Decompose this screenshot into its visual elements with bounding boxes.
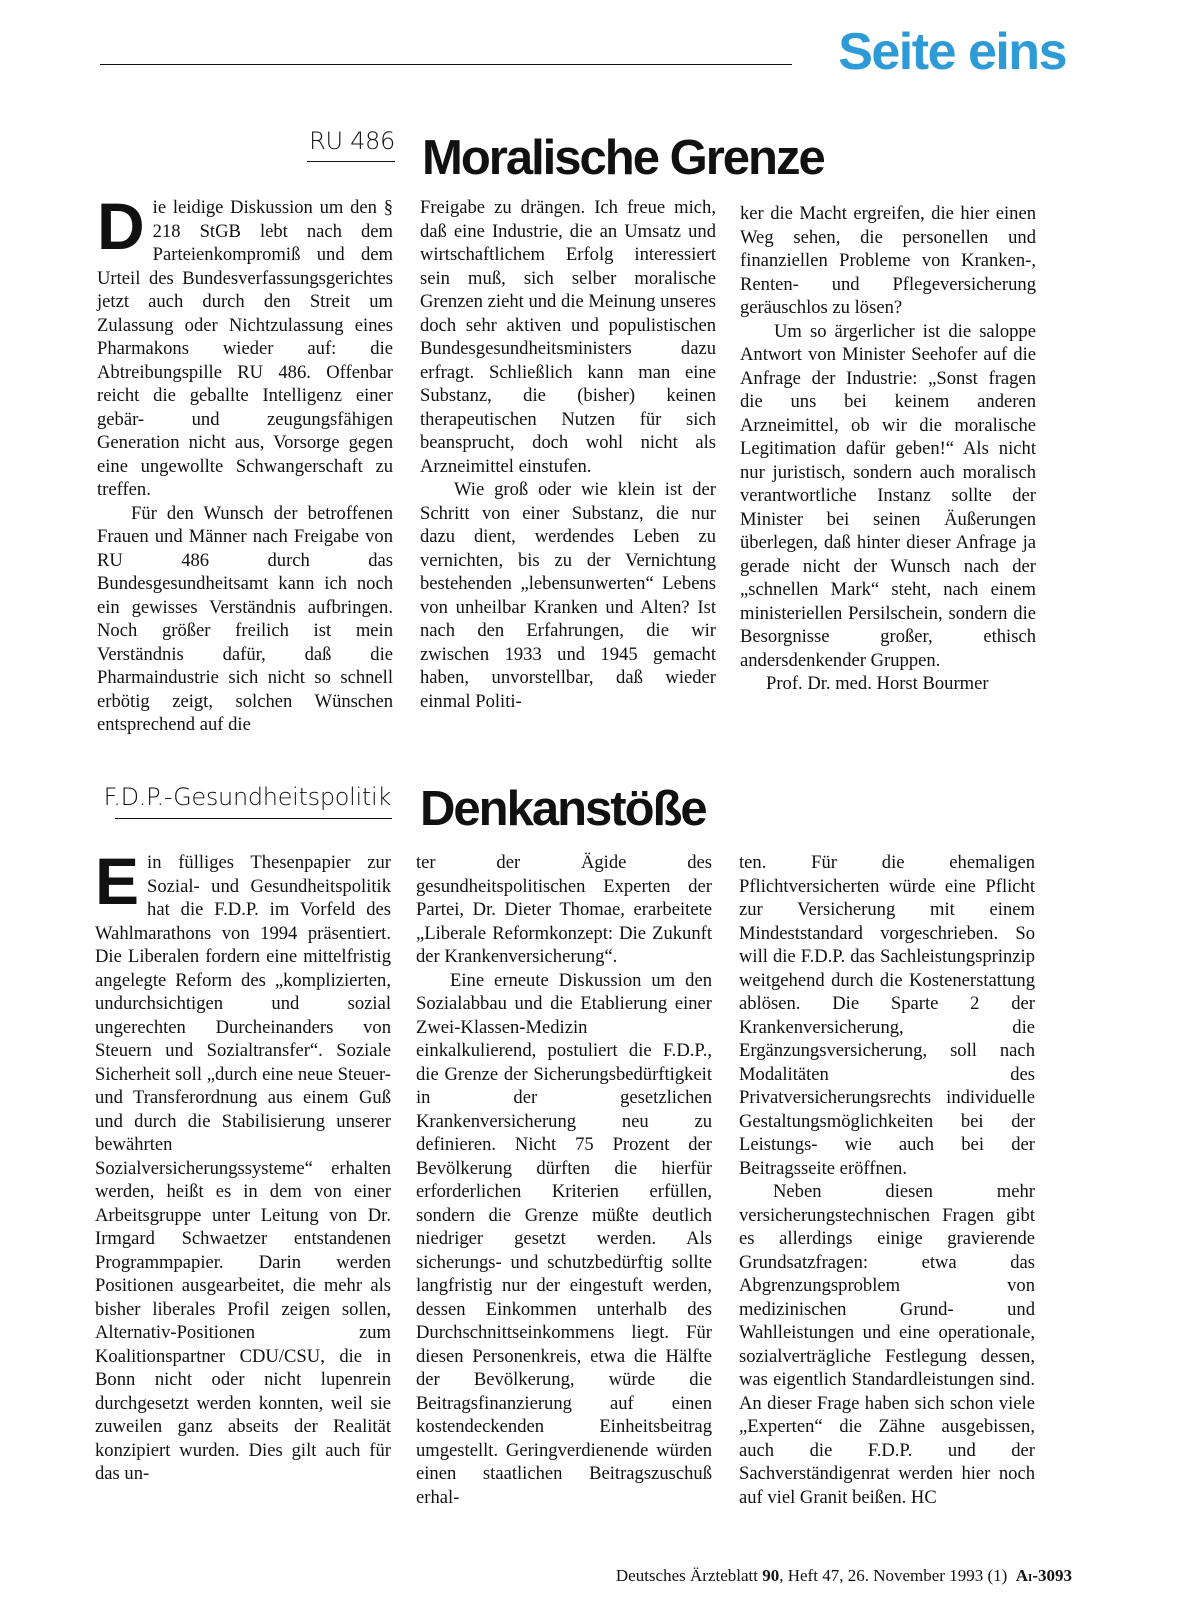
- article2-kicker-rule: [115, 818, 392, 819]
- article1-paragraph: Um so ärgerlicher ist die saloppe Antwort von Minister Seehofer auf die Anfrage der Industrie: „Sonst fragen die uns bei keinem anderen Arzneimittel, ob wir die moralische Legitimation dafür geben!“ Als nicht nur juristisch, sondern auch moralisch verantwortliche Instanz sollte der Minister bei seinen Äußerungen überlegen, daß hinter dieser Anfrage ja gerade nicht der Wunsch nach der „schnellen Mark“ steht, nach einem ministeriellen Persilschein, sondern die Besorgnisse großer, ethisch andersdenkender Gruppen.: [740, 320, 1036, 671]
- article1-kicker: RU 486: [309, 127, 395, 155]
- article2-paragraph: ter der Ägide des gesundheitspolitischen Experten der Partei, Dr. Dieter Thomae, erarbeitete „Liberale Reformkonzept: Die Zukunft der Krankenversicherung“.: [416, 852, 712, 967]
- footer-issue: , Heft 47, 26. November 1993 (1): [779, 1566, 1008, 1585]
- article2-paragraph: Neben diesen mehr versicherungstechnischen Fragen gibt es allerdings einige gravierende Grundsatzfragen: etwa das Abgrenzungsproblem von medizinischen Grund- und Wahlleistungen und eine operationale, sozialverträgliche Festlegung dessen, was eigentlich Standardleistungen sind. An dieser Frage haben sich schon viele „Experten“ die Zähne ausgebissen, auch die F.D.P. und der Sachverständigenrat werden hier noch auf viel Granit beißen. HC: [739, 1181, 1035, 1508]
- article2-dropcap: E: [95, 844, 140, 918]
- article1-dropcap: D: [97, 189, 145, 263]
- article1-paragraph: Für den Wunsch der betroffenen Frauen und Männer nach Freigabe von RU 486 durch das Bundesgesundheitsamt kann ich noch ein gewisses Verständnis aufbringen. Noch größer freilich ist mein Verständnis dafür, daß die Pharmaindustrie sich nicht so schnell erbötig zeigt, solchen Wünschen entsprechend auf die: [97, 502, 393, 735]
- article1-kicker-rule: [307, 161, 395, 162]
- article2-paragraph: Eine erneute Diskussion um den Sozialabbau und die Etablierung einer Zwei-Klassen-Medizin einkalkulierend, postuliert die F.D.P., die Grenze der Sicherungsbedürftigkeit in der gesetzlichen Krankenversicherung neu zu definieren. Nicht 75 Prozent der Bevölkerung dürften die hierfür erforderlichen Kriterien erfüllen, sondern die Grenze müßte deutlich niedriger gesetzt werden. Als sicherungs- und schutzbedürftig sollte langfristig nur der eingestuft werden, dessen Einkommen unterhalb des Durchschnittseinkommens liegt. Für diesen Personenkreis, etwa die Hälfte der Bevölkerung, würde die Beitragsfinanzierung auf einen kostendeckenden Einheitsbeitrag umgestellt. Geringverdienende würden einen staatlichen Beitragszuschuß erhal-: [416, 969, 712, 1508]
- article2-column-2: [416, 851, 712, 1509]
- article2-paragraph: ten. Für die ehemaligen Pflichtversicherten würde eine Pflicht zur Versicherung mit einem Mindeststandard vorgeschrieben. So will die F.D.P. das Sachleistungsprinzip weitgehend durch die Kostenerstattung ablösen. Die Sparte 2 der Krankenversicherung, die Ergänzungsversicherung, soll nach Modalitäten des Privatversicherungsrechts individuelle Gestaltungsmöglichkeiten bei der Leistungs- wie auch bei der Beitragsseite eröffnen.: [739, 852, 1035, 1179]
- article1-column-3: [740, 202, 1036, 696]
- article2-headline: Denkanstöße: [420, 782, 706, 836]
- footer-volume: 90: [762, 1566, 780, 1585]
- article1-paragraph: Die leidige Diskussion um den § 218 StGB lebt nach dem Parteienkompromiß und dem Urteil des Bundesverfassungsgerichtes jetzt auch durch den Streit um Zulassung oder Nichtzulassung eines Pharmakons wieder auf: die Abtreibungspille RU 486. Offenbar reicht die geballte Intelligenz einer gebär- und zeugungsfähigen Generation nicht aus, Vorsorge gegen eine ungewollte Schwangerschaft zu treffen.: [97, 189, 393, 500]
- article2-column-3: [739, 851, 1035, 1509]
- article2-column-1: [95, 844, 391, 1486]
- section-title: Seite eins: [838, 23, 1066, 81]
- article1-signature: Prof. Dr. med. Horst Bourmer: [766, 673, 989, 694]
- article1-column-2: [420, 196, 716, 713]
- article2-paragraph: Ein fülliges Thesenpapier zur Sozial- und Gesundheitspolitik hat die F.D.P. im Vorfeld des Wahlmarathons von 1994 präsentiert. Die Liberalen fordern eine mittelfristig angelegte Reform des „komplizierten, undurchsichtigen und sozial ungerechten Durcheinanders von Steuern und Sozialtransfer“. Soziale Sicherheit soll „durch eine neue Steuer- und Transferordnung aus einem Guß und durch die Stabilisierung unserer bewährten Sozialversicherungssysteme“ erhalten werden, heißt es in dem von einer Arbeitsgruppe unter Leitung von Dr. Irmgard Schwaetzer entstandenen Programmpapier. Darin werden Positionen ausgearbeitet, die mehr als bisher liberales Profil zeigen sollen, Alternativ-Positionen zum Koalitionspartner CDU/CSU, die in Bonn nicht oder nicht lupenrein durchgesetzt werden konnten, weil sie zuweilen ganz abseits der Realität konzipiert wurden. Dies gilt auch für das un-: [95, 844, 391, 1484]
- article1-paragraph: Freigabe zu drängen. Ich freue mich, daß eine Industrie, die an Umsatz und wirtschaftlichem Erfolg interessiert sein muß, sich selber moralische Grenzen zieht und die Meinung unseres doch sehr aktiven und populistischen Bundesgesundheitsministers dazu erfragt. Schließlich kann man eine Substanz, die (bisher) keinen therapeutischen Nutzen für sich beansprucht, doch wohl nicht als Arzneimittel einstufen.: [420, 197, 716, 477]
- article1-column-1: [97, 189, 393, 737]
- article1-paragraph: ker die Macht ergreifen, die hier einen Weg sehen, die personellen und finanziellen Probleme von Kranken-, Renten- und Pflegeversicherung geräuschlos zu lösen?: [740, 203, 1036, 318]
- page-footer: [616, 1566, 1072, 1586]
- header-rule: [100, 64, 792, 65]
- footer-journal: Deutsches Ärzteblatt: [615, 1566, 758, 1585]
- article2-kicker: F.D.P.-Gesundheitspolitik: [103, 783, 391, 811]
- article1-headline: Moralische Grenze: [422, 131, 824, 185]
- footer-page-number: AI-3093: [1015, 1566, 1072, 1585]
- article1-paragraph: Wie groß oder wie klein ist der Schritt von einer Substanz, die nur dazu dient, werdendes Leben zu vernichten, bis zu der Vernichtung bestehenden „lebensunwerten“ Lebens von unheilbar Kranken und Alten? Ist nach den Erfahrungen, die wir zwischen 1933 und 1945 gemacht haben, unvorstellbar, daß wieder einmal Politi-: [420, 479, 716, 712]
